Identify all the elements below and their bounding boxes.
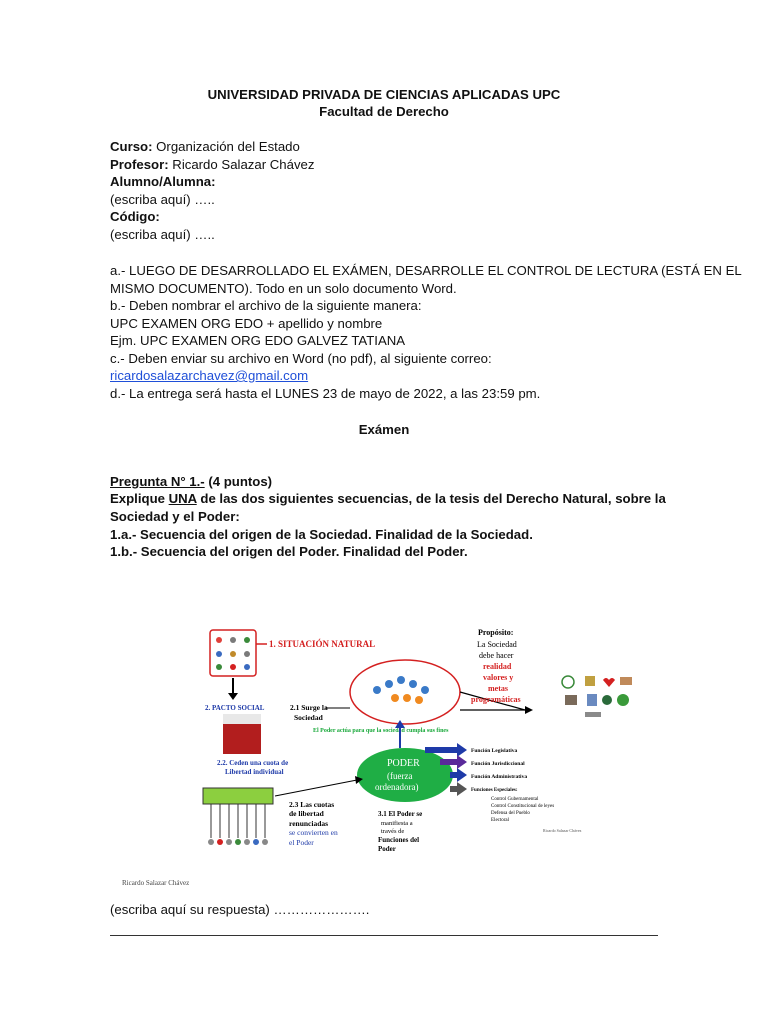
cuotas-line-3: renunciadas bbox=[289, 819, 329, 828]
question-1-text-post: de las dos siguientes secuencias, de la tesis del Derecho Natural, sobre la bbox=[196, 491, 666, 506]
instruction-b-line3: Ejm. UPC EXAMEN ORG EDO GALVEZ TATIANA bbox=[110, 333, 406, 348]
situacion-natural-label: 1. SITUACIÓN NATURAL bbox=[269, 639, 376, 649]
question-1-header bbox=[110, 474, 272, 489]
question-1-label: Pregunta N° 1.- bbox=[110, 474, 205, 489]
instruction-a-line2: MISMO DOCUMENTO). Todo en un solo documento Word. bbox=[110, 281, 457, 296]
manifiesta-line-2: manifiesta a bbox=[381, 820, 413, 827]
funcion-legislativa: Función Legislativa bbox=[471, 748, 518, 754]
cuotas-line-2: de libertad bbox=[289, 809, 324, 818]
manifiesta-line-3: través de bbox=[381, 828, 405, 835]
answer-divider bbox=[110, 935, 658, 936]
funcion-jurisdiccional: Función Jurisdiccional bbox=[471, 761, 525, 767]
poder-subtitle-1: (fuerza bbox=[387, 771, 413, 781]
libertad-individual-label: Libertad individual bbox=[225, 768, 284, 776]
poder-subtitle-2: ordenadora) bbox=[375, 782, 419, 792]
cede-cuota-label: 2.2. Ceden una cuota de bbox=[217, 759, 289, 767]
student-field[interactable]: (escriba aquí) ….. bbox=[110, 192, 215, 207]
code-field[interactable]: (escriba aquí) ….. bbox=[110, 227, 215, 242]
manifiesta-line-5: Poder bbox=[378, 845, 396, 853]
values-icons bbox=[562, 676, 632, 717]
proposito-line-4: valores y bbox=[483, 673, 514, 682]
question-1-option-a: 1.a.- Secuencia del origen de la Sociedad. Finalidad de la Sociedad. bbox=[110, 527, 533, 542]
question-1-text-una: UNA bbox=[168, 491, 197, 506]
university-title: UNIVERSIDAD PRIVADA DE CIENCIAS APLICADAS UPC bbox=[207, 87, 561, 102]
funcion-especial-4: Electoral bbox=[491, 818, 510, 823]
funcion-administrativa: Función Administrativa bbox=[471, 774, 528, 780]
proposito-title: Propósito: bbox=[478, 628, 514, 637]
professor-label: Profesor: bbox=[110, 157, 169, 172]
email-link[interactable]: ricardosalazarchavez@gmail.com bbox=[110, 368, 309, 383]
proposito-line-1: La Sociedad bbox=[477, 640, 517, 649]
funcion-especial-3: Defensa del Pueblo bbox=[491, 811, 530, 816]
manifiesta-line-4: Funciones del bbox=[378, 836, 420, 844]
instruction-c-line1: c.- Deben enviar su archivo en Word (no pdf), al siguiente correo: bbox=[110, 351, 492, 366]
manifiesta-line-1: 3.1 El Poder se bbox=[378, 810, 423, 818]
funcion-especial-1: Control Gubernamental bbox=[491, 797, 539, 802]
question-1-text-pre: Explique bbox=[110, 491, 169, 506]
instruction-a-line1: a.- LUEGO DE DESARROLLADO EL EXÁMEN, DESARROLLE EL CONTROL DE LECTURA (ESTÁ EN EL bbox=[110, 263, 742, 278]
proposito-line-3: realidad bbox=[483, 662, 512, 671]
liberty-bar bbox=[203, 788, 273, 804]
surge-sociedad-label-2: Sociedad bbox=[294, 713, 323, 722]
funcion-especial-2: Control Constitucional de leyes bbox=[491, 804, 555, 809]
cuotas-line-1: 2.3 Las cuotas bbox=[289, 800, 335, 809]
instruction-d-line1: d.- La entrega será hasta el LUNES 23 de mayo de 2022, a las 23:59 pm. bbox=[110, 386, 541, 401]
proposito-line-2: debe hacer bbox=[479, 651, 514, 660]
citizens-icons bbox=[211, 804, 265, 838]
question-1-points: (4 puntos) bbox=[204, 474, 273, 489]
society-oval bbox=[350, 660, 460, 724]
instruction-b-line2: UPC EXAMEN ORG EDO + apellido y nombre bbox=[110, 316, 383, 331]
proposito-line-6: programáticas bbox=[471, 695, 521, 704]
author-small: Ricardo Salazar Chávez bbox=[543, 828, 582, 833]
pacto-social-label: 2. PACTO SOCIAL bbox=[205, 704, 265, 712]
code-label: Código: bbox=[110, 209, 160, 224]
instruction-b-line1: b.- Deben nombrar el archivo de la siguiente manera: bbox=[110, 298, 422, 313]
professor-value: Ricardo Salazar Chávez bbox=[168, 157, 315, 172]
poder-actua-label: El Poder actúa para que la sociedad cumpla sus fines bbox=[313, 728, 449, 734]
arrow-especiales bbox=[450, 782, 467, 796]
answer-field[interactable]: (escriba aquí su respuesta) …………………. bbox=[110, 902, 370, 917]
question-1-text bbox=[110, 491, 666, 506]
course-value: Organización del Estado bbox=[152, 139, 300, 154]
society-power-diagram bbox=[195, 620, 640, 860]
professor-line bbox=[110, 157, 315, 172]
faculty-title: Facultad de Derecho bbox=[319, 104, 449, 119]
question-1-option-b: 1.b.- Secuencia del origen del Poder. Finalidad del Poder. bbox=[110, 544, 468, 559]
student-label: Alumno/Alumna: bbox=[110, 174, 216, 189]
course-label: Curso: bbox=[110, 139, 153, 154]
cuotas-line-4: se convierten en bbox=[289, 828, 338, 837]
funciones-especiales: Funciones Especiales: bbox=[471, 788, 518, 793]
course-line bbox=[110, 139, 300, 154]
cuotas-line-5: el Poder bbox=[289, 838, 314, 847]
surge-sociedad-label: 2.1 Surge la bbox=[290, 703, 328, 712]
question-1-text-line2: Sociedad y el Poder: bbox=[110, 509, 240, 524]
people-icons bbox=[216, 637, 250, 670]
exam-heading: Exámen bbox=[358, 422, 410, 437]
poder-title: PODER bbox=[387, 758, 420, 769]
figure-credit: Ricardo Salazar Chávez bbox=[122, 879, 190, 887]
proposito-line-5: metas bbox=[488, 684, 508, 693]
arrow-administrativa bbox=[450, 768, 467, 782]
